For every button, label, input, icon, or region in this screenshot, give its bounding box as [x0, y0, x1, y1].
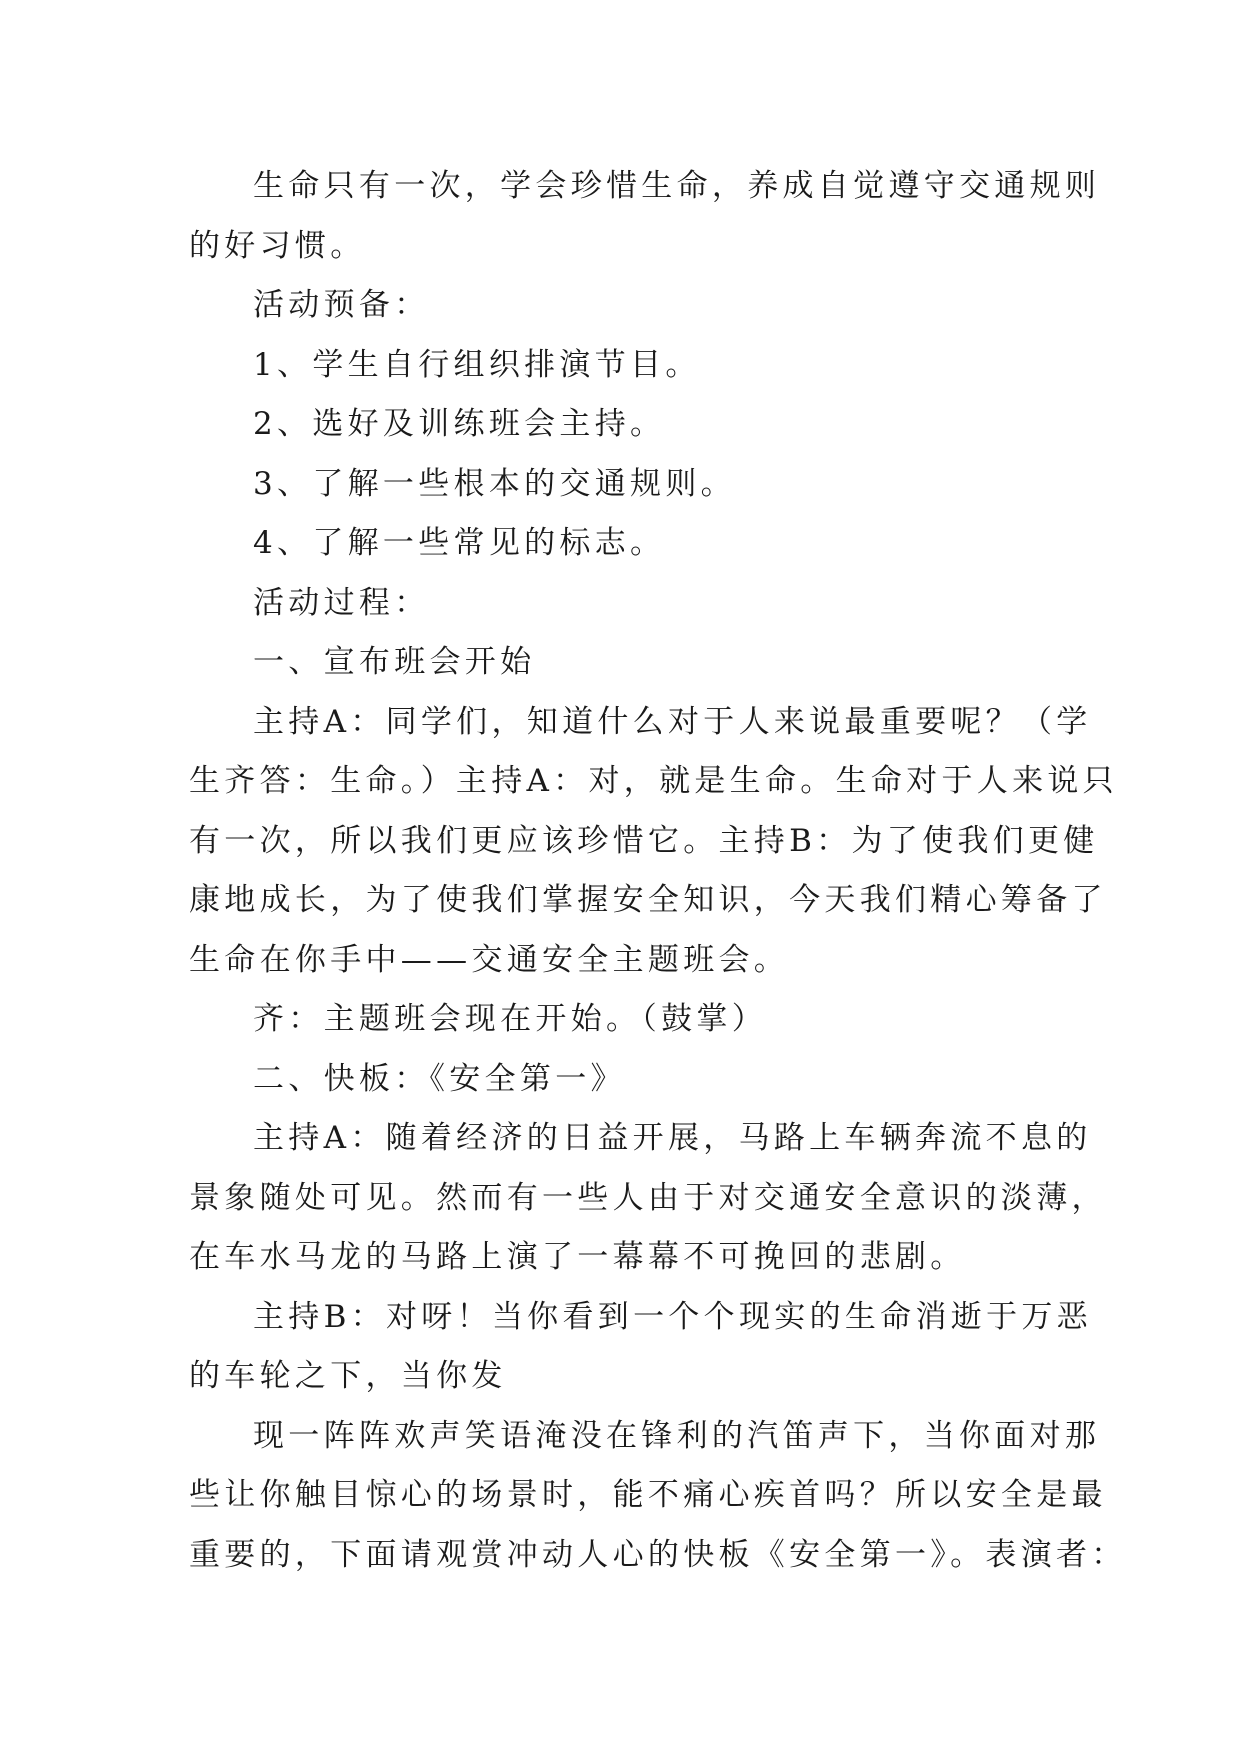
paragraph-host-dialogue: [189, 693, 1118, 991]
document-body: [189, 157, 1127, 1585]
paragraph-host-b: [189, 1288, 1092, 1407]
text-line: 主持A：同学们，知道什么对于人来说最重要呢？（学: [253, 703, 1092, 740]
text-line: 生齐答：生命。）主持A：对，就是生命。生命对于人来说只: [189, 763, 1118, 799]
text-line: 活动过程：: [253, 584, 430, 621]
text-line: 二、快板：《安全第一》: [253, 1060, 626, 1097]
text-line: 的车轮之下，当你发: [189, 1358, 507, 1394]
paragraph-process-heading: [189, 574, 1057, 634]
section-heading: [189, 1050, 1057, 1110]
text-line: 在车水马龙的马路上演了一幕幕不可挽回的悲剧。: [189, 1239, 966, 1275]
text-line: 1、学生自行组织排演节目。: [253, 346, 701, 383]
paragraph-preparation-heading: [189, 276, 1057, 336]
list-item: [189, 336, 1057, 396]
text-line: 生命在你手中——交通安全主题班会。: [189, 941, 790, 978]
paragraph-all-together: [189, 990, 1057, 1050]
paragraph-host-a: [189, 1109, 1107, 1288]
text-line: 的好习惯。: [189, 227, 366, 264]
text-line: 主持B：对呀！当你看到一个个现实的生命消逝于万恶: [253, 1298, 1092, 1335]
text-line: 2、选好及训练班会主持。: [253, 406, 666, 442]
list-item: [189, 395, 1057, 455]
text-line: 活动预备：: [253, 287, 430, 323]
text-line: 生命只有一次，学会珍惜生命，养成自觉遵守交通规则: [253, 168, 1101, 204]
text-line: 主持A：随着经济的日益开展，马路上车辆奔流不息的: [253, 1120, 1092, 1156]
text-line: 一、宣布班会开始: [253, 644, 536, 680]
text-line: 3、了解一些根本的交通规则。: [253, 465, 736, 502]
paragraph-intro: [189, 157, 1101, 276]
text-line: 有一次，所以我们更应该珍惜它。主持B：为了使我们更健: [189, 822, 1099, 859]
text-line: 现一阵阵欢声笑语淹没在锋利的汽笛声下，当你面对那: [253, 1417, 1101, 1454]
paragraph-continuation: [189, 1407, 1127, 1586]
list-item: [189, 455, 1057, 515]
list-item: [189, 514, 1057, 574]
text-line: 康地成长，为了使我们掌握安全知识，今天我们精心筹备了: [189, 882, 1107, 918]
text-line: 4、了解一些常见的标志。: [253, 525, 666, 561]
text-line: 齐：主题班会现在开始。（鼓掌）: [253, 1001, 767, 1037]
text-line: 景象随处可见。然而有一些人由于对交通安全意识的淡薄，: [189, 1179, 1107, 1216]
text-line: 重要的，下面请观赏冲动人心的快板《安全第一》。表演者：: [189, 1536, 1127, 1573]
text-line: 些让你触目惊心的场景时，能不痛心疾首吗？所以安全是最: [189, 1477, 1107, 1513]
section-heading: [189, 633, 1057, 693]
